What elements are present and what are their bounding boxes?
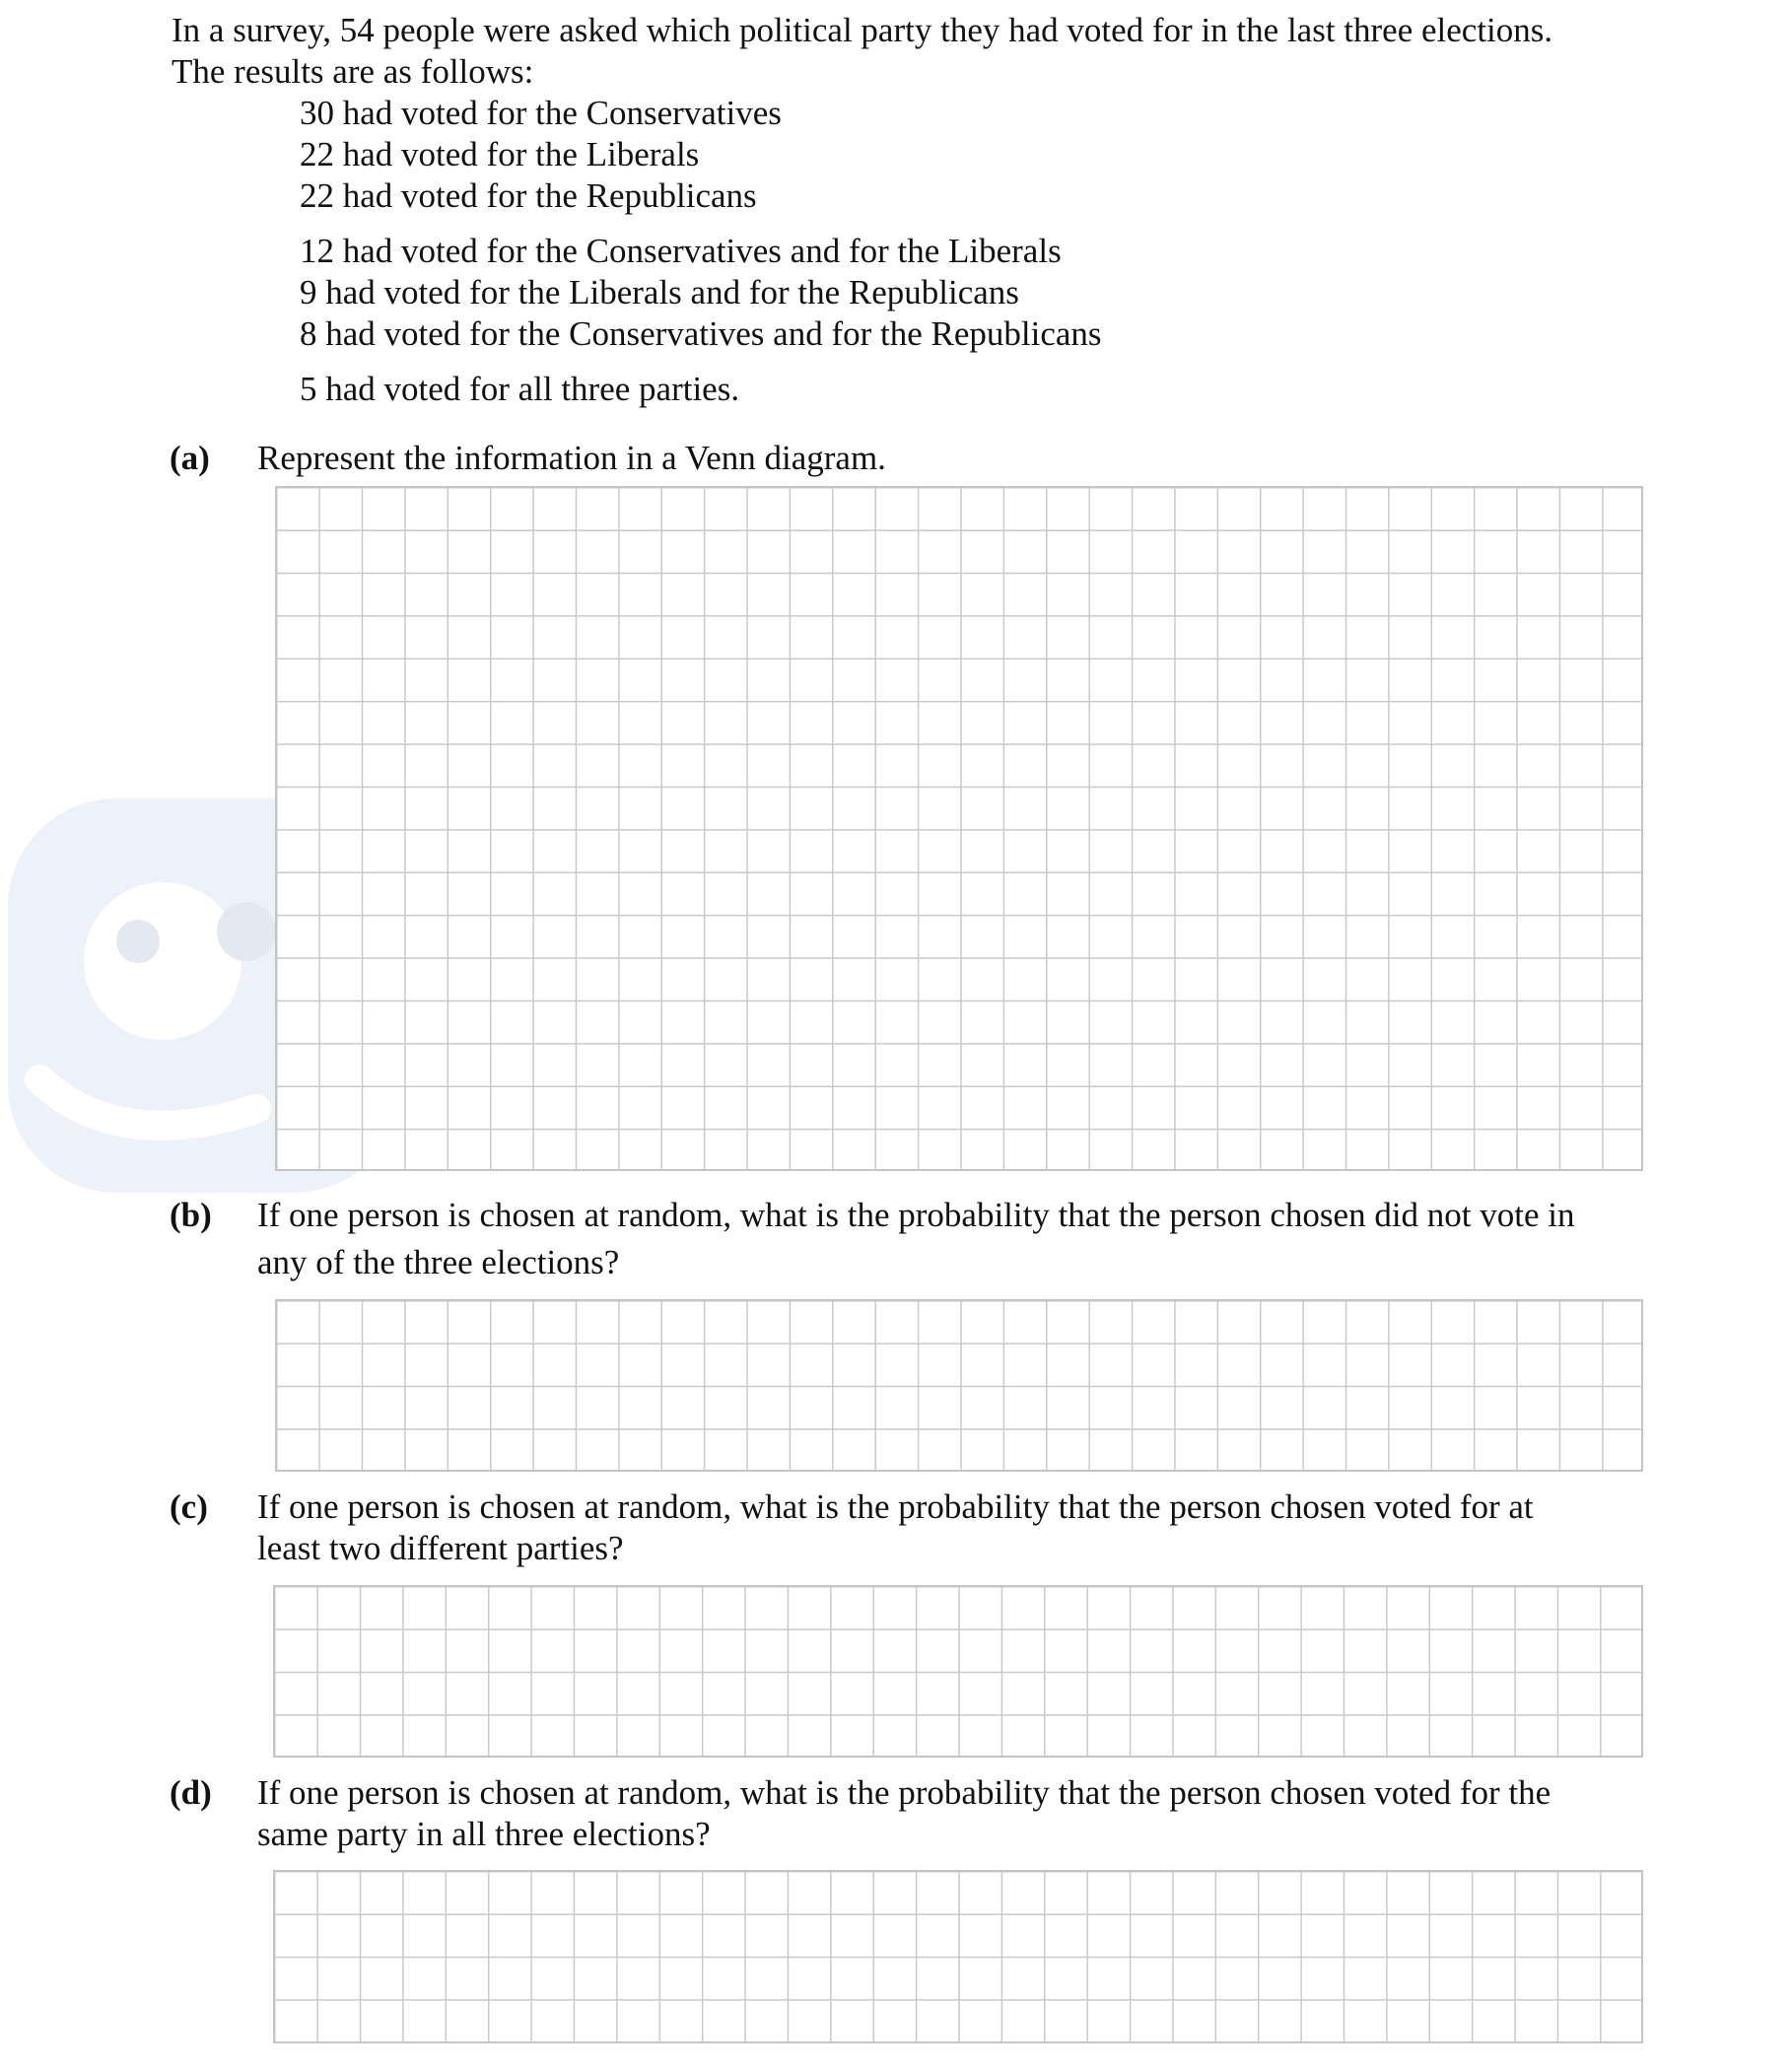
part-d-question-line-1: If one person is chosen at random, what is the probability that the person chosen voted for the [257,1773,1551,1812]
part-b-question-line-2: any of the three elections? [257,1243,620,1281]
intro-line-2: The results are as follows: [172,52,534,91]
result-conservatives-liberals: 12 had voted for the Conservatives and for the Liberals [300,232,1062,270]
part-c-answer-grid[interactable] [273,1585,1643,1758]
part-b-question-line-1: If one person is chosen at random, what is the probability that the person chosen did not vote in [257,1196,1575,1234]
result-liberals: 22 had voted for the Liberals [300,135,700,173]
intro-line-1: In a survey, 54 people were asked which political party they had voted for in the last three elections. [172,11,1553,49]
part-c-question-line-2: least two different parties? [257,1529,624,1567]
part-d-label: (d) [170,1773,212,1812]
part-d-answer-grid[interactable] [273,1870,1643,2043]
result-liberals-republicans: 9 had voted for the Liberals and for the Republicans [300,273,1019,311]
part-a-answer-grid[interactable] [275,486,1643,1171]
part-c-label: (c) [170,1487,208,1526]
result-all-three: 5 had voted for all three parties. [300,370,740,408]
part-a-question: Represent the information in a Venn diagram. [257,439,886,477]
result-republicans: 22 had voted for the Republicans [300,176,757,215]
part-a-label: (a) [170,439,210,477]
result-conservatives-republicans: 8 had voted for the Conservatives and for the Republicans [300,314,1102,353]
part-d-question-line-2: same party in all three elections? [257,1815,711,1853]
part-b-answer-grid[interactable] [275,1299,1643,1472]
part-b-label: (b) [170,1196,212,1234]
part-c-question-line-1: If one person is chosen at random, what is the probability that the person chosen voted for at [257,1487,1534,1526]
result-conservatives: 30 had voted for the Conservatives [300,94,782,132]
